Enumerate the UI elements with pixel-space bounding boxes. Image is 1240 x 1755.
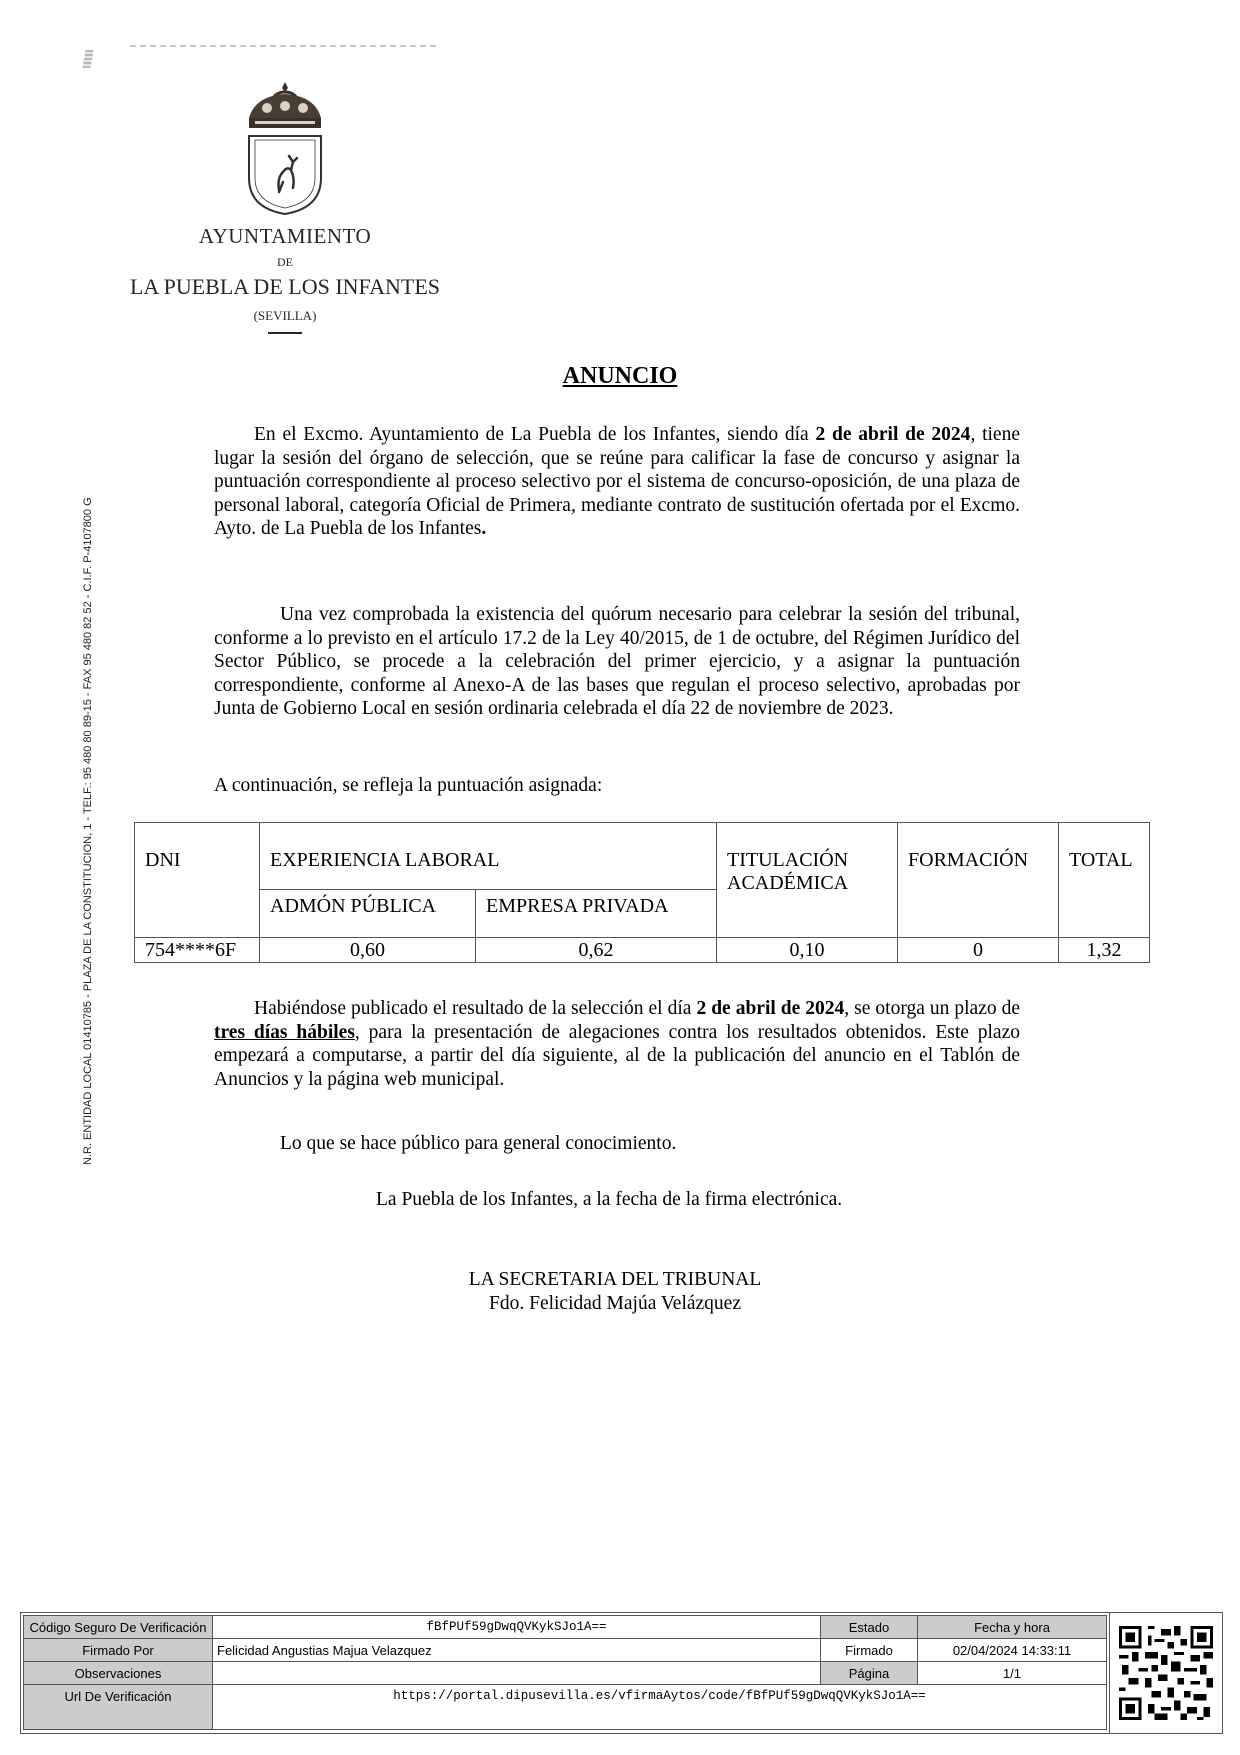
- observaciones-label: Observaciones: [24, 1662, 213, 1685]
- letterhead-line1: AYUNTAMIENTO: [198, 224, 372, 248]
- verification-footer: [20, 1612, 1110, 1734]
- csv-value: fBfPUf59gDwqQVKykSJo1A==: [213, 1616, 821, 1639]
- fecha-label: Fecha y hora: [918, 1616, 1107, 1639]
- csv-label: Código Seguro De Verificación: [24, 1616, 213, 1639]
- letterhead-line4: (SEVILLA): [253, 308, 317, 323]
- firmado-por-value: Felicidad Angustias Majua Velazquez: [213, 1639, 821, 1662]
- header-total: TOTAL: [1059, 823, 1150, 938]
- firmado-por-label: Firmado Por: [24, 1639, 213, 1662]
- estado-value: Firmado: [821, 1639, 918, 1662]
- signature-block: [440, 1268, 790, 1315]
- cell-total: 1,32: [1059, 938, 1150, 963]
- header-dni: DNI: [135, 823, 260, 938]
- paragraph-4-deadline: tres días hábiles: [214, 1021, 355, 1043]
- coat-of-arms-icon: [235, 78, 335, 218]
- paragraph-4: [214, 997, 1020, 1091]
- qr-code-icon: [1119, 1626, 1213, 1720]
- signature-name: Fdo. Felicidad Majúa Velázquez: [489, 1292, 741, 1314]
- paragraph-1-period: .: [481, 518, 487, 539]
- scan-artifact: [82, 50, 93, 68]
- fecha-value: 02/04/2024 14:33:11: [918, 1639, 1107, 1662]
- cell-titulacion: 0,10: [717, 938, 898, 963]
- letterhead-rule: [268, 332, 302, 334]
- paragraph-4-text-cont: , se otorga un plazo de: [844, 998, 1021, 1019]
- cell-empresa: 0,62: [476, 938, 717, 963]
- header-experiencia: EXPERIENCIA LABORAL: [260, 823, 717, 890]
- paragraph-4-text: Habiéndose publicado el resultado de la selección el día: [254, 998, 697, 1019]
- header-empresa: EMPRESA PRIVADA: [476, 890, 717, 938]
- paragraph-1-text: En el Excmo. Ayuntamiento de La Puebla de los Infantes, siendo día: [254, 424, 816, 445]
- header-formacion: FORMACIÓN: [898, 823, 1059, 938]
- cell-admon: 0,60: [260, 938, 476, 963]
- paragraph-3: A continuación, se refleja la puntuación asignada:: [214, 775, 603, 796]
- paragraph-4-text-end: , para la presentación de alegaciones contra los resultados obtenidos. Este plazo empezará a computarse, a partir del día siguiente, al de la publicación del anuncio en el Tablón de Anuncios y la página web municipal.: [214, 1021, 1020, 1090]
- header-admon: ADMÓN PÚBLICA: [260, 890, 476, 938]
- table-row: [135, 938, 1150, 963]
- pagina-label: Página: [821, 1662, 918, 1685]
- qr-code-container: [1109, 1612, 1223, 1734]
- paragraph-2: Una vez comprobada la existencia del quórum necesario para celebrar la sesión del tribunal, conforme a lo previsto en el artículo 17.2 de la Ley 40/2015, de 1 de octubre, del Régimen Jurídico del Sector Público, se procede a la celebración del primer ejercicio, y a asignar la puntuación correspondiente, conforme al Anexo-A de las bases que regulan el proceso selectivo, aprobadas por Junta de Gobierno Local en sesión ordinaria celebrada el día 22 de noviembre de 2023.: [214, 604, 1020, 719]
- signature-role: LA SECRETARIA DEL TRIBUNAL: [468, 1269, 762, 1290]
- cell-formacion: 0: [898, 938, 1059, 963]
- scores-table: [134, 822, 1150, 963]
- observaciones-value: [213, 1662, 821, 1685]
- letterhead-line3: LA PUEBLA DE LOS INFANTES: [129, 274, 441, 299]
- url-label: Url De Verificación: [24, 1685, 213, 1730]
- side-address-text: N.R. ENTIDAD LOCAL 01410785 - PLAZA DE LA CONSTITUCION, 1 - TELF.: 95 480 80 89-15 - FAX 95 480 82 52 - C.I.F. P-4107800 G: [82, 497, 94, 1165]
- footer-row-firmado: [24, 1639, 1107, 1662]
- url-value[interactable]: https://portal.dipusevilla.es/vfirmaAytos/code/fBfPUf59gDwqQVKykSJo1A==: [213, 1685, 1107, 1730]
- verification-table: [23, 1615, 1107, 1730]
- letterhead: [120, 78, 450, 334]
- paragraph-1-date: 2 de abril de 2024: [815, 424, 971, 445]
- cell-dni: 754****6F: [135, 938, 260, 963]
- document-title: ANUNCIO: [562, 363, 678, 389]
- footer-row-csv: [24, 1616, 1107, 1639]
- pagina-value: 1/1: [918, 1662, 1107, 1685]
- paragraph-5: Lo que se hace público para general conocimiento.: [280, 1133, 677, 1154]
- paragraph-6: La Puebla de los Infantes, a la fecha de la firma electrónica.: [376, 1189, 843, 1210]
- scan-artifact-line: [130, 45, 440, 47]
- letterhead-line2: DE: [277, 255, 293, 269]
- paragraph-4-date: 2 de abril de 2024: [696, 998, 845, 1019]
- table-header-row: [135, 823, 1150, 890]
- header-titulacion: TITULACIÓN ACADÉMICA: [717, 823, 898, 938]
- paragraph-1-text-cont: , tiene lugar la sesión del órgano de selección, que se reúne para calificar la fase de concurso y asignar la puntuación correspondiente al proceso selectivo por el sistema de concurso-oposición, de una plaza de personal laboral, categoría Oficial de Primera, mediante contrato de sustitución ofertada por el Excmo. Ayto. de La Puebla de los Infantes: [214, 424, 1020, 539]
- estado-label: Estado: [821, 1616, 918, 1639]
- footer-row-observaciones: [24, 1662, 1107, 1685]
- paragraph-1: [214, 423, 1020, 541]
- footer-row-url: [24, 1685, 1107, 1730]
